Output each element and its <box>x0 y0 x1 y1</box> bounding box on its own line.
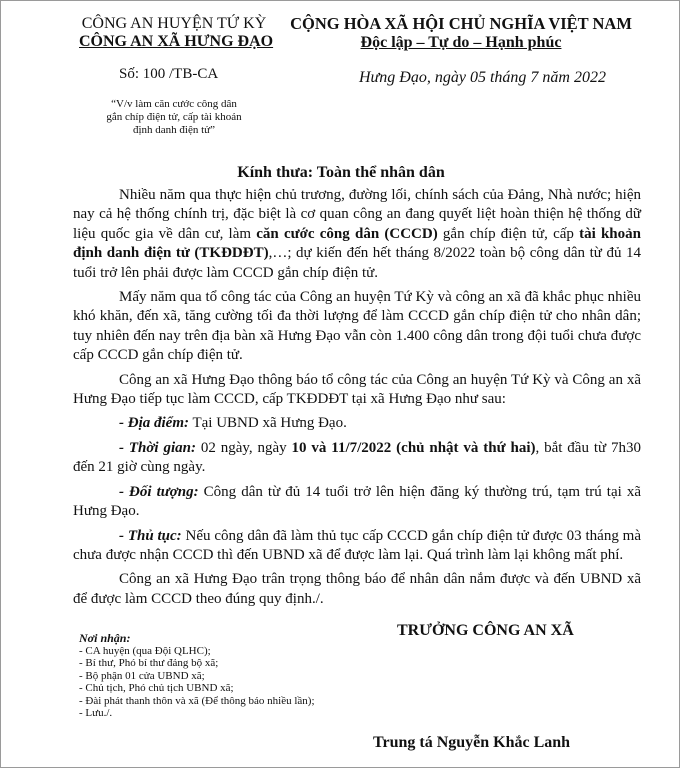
document-number: Số: 100 /TB-CA <box>119 66 219 82</box>
item-location-text: Tại UBND xã Hưng Đạo. <box>188 415 347 432</box>
subject-line-1: “V/v làm căn cước công dân <box>111 98 237 110</box>
greeting: Kính thưa: Toàn thể nhân dân <box>237 164 445 181</box>
nation-line-2: Độc lập – Tự do – Hạnh phúc <box>360 34 562 51</box>
item-procedure-text: Nếu công dân đã làm thủ tục cấp CCCD gắn chíp điện tử được 03 tháng mà chưa được nhận CCCD thì đến UBND xã để được làm lại. Quá trình làm lại không mất phí. <box>73 527 641 563</box>
recipient-item: - Lưu./. <box>79 707 113 720</box>
item-time-text-2: , bắt đầu từ 7h30 đến 21 giờ cùng ngày. <box>73 439 642 476</box>
agency-line-1: CÔNG AN HUYỆN TỨ KỲ <box>81 15 267 32</box>
intro-bold-cccd: căn cước công dân (CCCD) <box>256 225 438 242</box>
recipients-block <box>79 631 349 719</box>
intro-text-3: ,…; dự kiến đến hết tháng 8/2022 toàn bộ công dân từ đủ 14 tuổi trở lên phải được làm CCCD gắn chíp điện tử. <box>73 245 641 281</box>
intro-text-1: Nhiều năm qua thực hiện chủ trương, đường lối, chính sách của Đảng, Nhà nước; hiện nay cả hệ thống chính trị, đặc biệt là cơ quan công an đang quyết liệt hoàn thiện hệ thống dữ liệu quốc gia về dân cư, làm <box>73 187 641 242</box>
paragraph-status: Mấy năm qua tổ công tác của Công an huyện Tứ Kỳ và công an xã đã khắc phục nhiều khó khăn, đến xã, tăng cường tối đa thời lượng để làm CCCD gắn chíp điện tử cho nhân dân; tuy nhiên đến nay trên địa bàn xã Hưng Đạo vẫn còn 1.400 công dân trong đội tuổi chưa được cấp CCCD gắn chíp điện tử. <box>73 289 641 364</box>
signer-title: TRƯỞNG CÔNG AN XÃ <box>397 622 574 639</box>
item-location <box>73 414 641 433</box>
item-time-text-1: 02 ngày, ngày <box>195 439 292 456</box>
signer-name: Trung tá Nguyễn Khắc Lanh <box>373 734 571 751</box>
item-location-label: - Địa điểm: <box>119 415 189 432</box>
recipients-heading: Nơi nhận: <box>79 631 131 645</box>
recipient-item: - CA huyện (qua Đội QLHC); <box>79 645 211 657</box>
paragraph-intro <box>73 186 641 283</box>
item-target <box>73 483 641 522</box>
place-date: Hưng Đạo, ngày 05 tháng 7 năm 2022 <box>359 69 606 86</box>
intro-text-2: gắn chíp điện tử, cấp <box>437 225 580 242</box>
item-procedure-label: - Thủ tục: <box>119 527 182 544</box>
item-target-text: Công dân từ đủ 14 tuổi trở lên hiện đăng ký thường trú, tạm trú tại xã Hưng Đạo. <box>73 483 641 520</box>
paragraph-closing: Công an xã Hưng Đạo trân trọng thông báo để nhân dân nắm được và đến UBND xã để được làm CCCD theo đúng quy định./. <box>73 571 641 607</box>
subject-line-2: gắn chíp điện tử, cấp tài khoản <box>106 111 242 123</box>
subject-line-3: định danh điện tử” <box>132 124 216 136</box>
item-time-label: - Thời gian: <box>119 439 196 456</box>
recipient-item: - Bí thư, Phó bí thư đảng bộ xã; <box>79 657 219 670</box>
agency-line-2: CÔNG AN XÃ HƯNG ĐẠO <box>79 33 274 50</box>
notice-body <box>73 186 641 609</box>
paragraph-announcement: Công an xã Hưng Đạo thông báo tổ công tác của Công an huyện Tứ Kỳ và Công an xã Hưng Đạo tiếp tục làm CCCD, cấp TKĐDĐT tại xã Hưng Đạo như sau: <box>73 371 641 408</box>
recipient-item: - Bộ phận 01 cửa UBND xã; <box>79 669 205 682</box>
intro-bold-tkdddt: tài khoản định danh điện tử (TKĐDĐT) <box>73 225 641 262</box>
item-time <box>73 439 641 478</box>
item-target-label: - Đối tượng: <box>119 483 199 500</box>
nation-line-1: CỘNG HÒA XÃ HỘI CHỦ NGHĨA VIỆT NAM <box>290 14 632 33</box>
item-time-dates: 10 và 11/7/2022 (chủ nhật và thứ hai) <box>291 439 536 456</box>
recipient-item: - Đài phát thanh thôn và xã (Để thông báo nhiều lần); <box>79 694 315 707</box>
recipient-item: - Chủ tịch, Phó chủ tịch UBND xã; <box>79 682 234 695</box>
item-procedure <box>73 527 641 566</box>
